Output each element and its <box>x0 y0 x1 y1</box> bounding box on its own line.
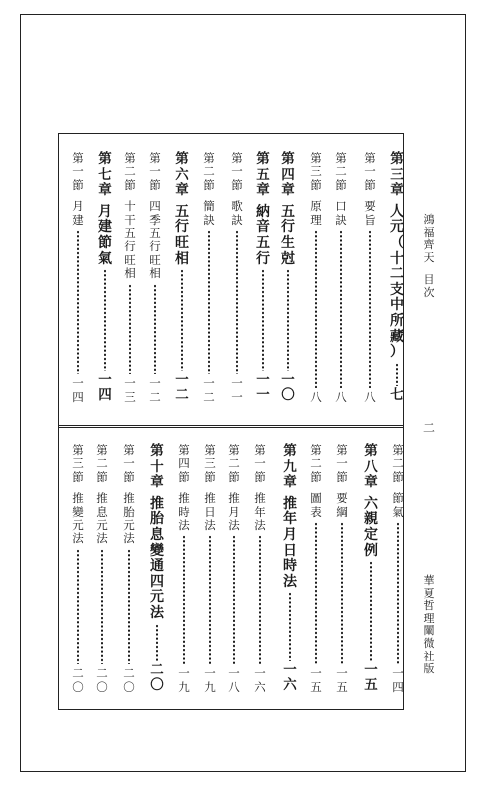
toc-entry-page: 八 <box>335 389 347 404</box>
toc-entry-title: 原 理 <box>310 199 322 227</box>
toc-entry-section <box>94 444 110 694</box>
toc-entry-title: 推 息 元 法 <box>96 491 108 546</box>
toc-entry-label: 第 四 節 <box>178 443 190 484</box>
toc-entry-label: 第 二 節 <box>96 443 108 484</box>
toc-entry-label: 第 四 章 <box>281 151 295 199</box>
dot-leader <box>236 230 238 374</box>
dot-leader <box>183 535 185 664</box>
toc-entry-label: 第 三 節 <box>310 151 322 192</box>
dot-leader <box>181 269 183 371</box>
toc-entry-section <box>176 444 192 694</box>
toc-entry-title: 月 建 節 氣 <box>98 203 112 267</box>
toc-entry-section <box>147 152 163 404</box>
toc-entry-title: 推 日 法 <box>204 491 216 533</box>
toc-entry-page: 二 〇 <box>96 666 108 694</box>
dot-leader <box>209 535 211 664</box>
dot-leader <box>77 549 79 664</box>
toc-entry-chapter <box>173 152 191 404</box>
toc-entry-chapter <box>281 444 299 694</box>
toc-entry-page: 一 四 <box>98 371 112 404</box>
running-header <box>422 214 436 300</box>
toc-entry-page: 一 五 <box>310 666 322 694</box>
page-number: 二 <box>423 421 436 435</box>
dot-leader <box>129 284 131 375</box>
toc-entry-title: 納 音 五 行 <box>256 203 270 267</box>
toc-entry-section <box>252 444 268 694</box>
dot-leader <box>369 230 371 388</box>
dot-leader <box>341 522 343 664</box>
toc-entry-label: 第 一 節 <box>364 151 376 192</box>
toc-entry-title: 口 訣 <box>335 199 347 227</box>
toc-entry-label: 第 一 節 <box>123 443 135 484</box>
toc-entry-title: 推 變 元 法 <box>72 491 84 546</box>
toc-entry-page: 一 五 <box>336 666 348 694</box>
toc-entry-title: 節 氣 <box>392 491 404 519</box>
toc-entry-section <box>390 444 406 694</box>
toc-entry-title: 推 胎 息 變 通 四 元 法 <box>150 495 164 621</box>
toc-entry-page: 一 六 <box>254 666 266 694</box>
dot-leader <box>340 230 342 388</box>
fold-divider <box>58 425 404 428</box>
toc-entry-page: 二 〇 <box>72 666 84 694</box>
dot-leader <box>397 522 399 664</box>
toc-entry-title: 要 綱 <box>336 491 348 519</box>
toc-entry-section <box>229 152 245 404</box>
dot-leader <box>315 522 317 664</box>
toc-entry-label: 第 二 節 <box>310 443 322 484</box>
dot-leader <box>104 269 106 371</box>
toc-entry-label: 第 一 節 <box>336 443 348 484</box>
toc-entry-label: 第 一 節 <box>72 151 84 192</box>
section-name: 目 次 <box>423 273 435 299</box>
toc-entry-title: 人 元 （ 十 二 支 中 所 藏 ） <box>390 203 404 361</box>
toc-entry-title: 推 時 法 <box>178 491 190 533</box>
publisher-imprint: 華 夏 哲 理 闡 微 社 版 <box>423 574 435 676</box>
toc-entry-section <box>226 444 242 694</box>
dot-leader <box>289 592 291 660</box>
dot-leader <box>370 561 372 661</box>
toc-entry-page: 二 〇 <box>123 666 135 694</box>
toc-entry-label: 第 十 章 <box>150 443 164 491</box>
toc-entry-label: 第 三 章 <box>390 151 404 199</box>
toc-entry-chapter <box>254 152 272 404</box>
toc-entry-chapter <box>279 152 297 404</box>
toc-entry-section <box>202 444 218 694</box>
toc-entry-label: 第 七 章 <box>98 151 112 199</box>
toc-entry-label: 第 二 節 <box>392 443 404 484</box>
dot-leader <box>262 269 264 371</box>
toc-entry-page: 二 〇 <box>150 661 164 694</box>
toc-entry-title: 五 行 旺 相 <box>175 203 189 267</box>
book-title: 鴻 福 齊 天 <box>423 213 435 264</box>
toc-entry-title: 四 季 五 行 旺 相 <box>149 199 161 281</box>
dot-leader <box>287 269 289 371</box>
toc-entry-label: 第 六 章 <box>175 151 189 199</box>
toc-entry-label: 第 五 章 <box>256 151 270 199</box>
toc-entry-label: 第 三 節 <box>72 443 84 484</box>
toc-entry-section <box>70 152 86 404</box>
toc-entry-section <box>334 444 350 694</box>
toc-entry-title: 推 年 法 <box>254 491 266 533</box>
toc-entry-page: 一 一 <box>231 376 243 404</box>
toc-entry-page: 八 <box>310 389 322 404</box>
toc-entry-label: 第 九 章 <box>283 443 297 491</box>
toc-entry-chapter <box>148 444 166 694</box>
toc-entry-page: 一 二 <box>149 376 161 404</box>
toc-entry-page: 一 六 <box>283 661 297 694</box>
toc-entry-label: 第 二 節 <box>228 443 240 484</box>
toc-entry-chapter <box>362 444 380 694</box>
toc-entry-page: 八 <box>364 389 376 404</box>
dot-leader <box>154 284 156 375</box>
toc-entry-section <box>122 152 138 404</box>
toc-entry-title: 五 行 生 尅 <box>281 203 295 267</box>
dot-leader <box>259 535 261 664</box>
toc-entry-label: 第 二 節 <box>335 151 347 192</box>
toc-entry-label: 第 三 節 <box>204 443 216 484</box>
dot-leader <box>101 549 103 664</box>
toc-entry-label: 第 二 節 <box>124 151 136 192</box>
toc-entry-page: 一 五 <box>364 661 378 694</box>
toc-entry-section <box>201 152 217 404</box>
toc-entry-page: 一 〇 <box>281 371 295 404</box>
toc-entry-page: 一 九 <box>178 666 190 694</box>
dot-leader <box>315 230 317 388</box>
toc-entry-section <box>362 152 378 404</box>
toc-entry-page: 一 四 <box>392 666 404 694</box>
dot-leader <box>233 535 235 664</box>
toc-entry-title: 圖 表 <box>310 491 322 519</box>
toc-entry-page: 一 一 <box>256 371 270 404</box>
toc-entry-title: 六 親 定 例 <box>364 495 378 559</box>
toc-entry-title: 推 胎 元 法 <box>123 491 135 546</box>
toc-entry-title: 簡 訣 <box>203 199 215 227</box>
toc-entry-chapter <box>388 152 406 404</box>
toc-entry-page: 一 四 <box>72 376 84 404</box>
toc-entry-title: 推 月 法 <box>228 491 240 533</box>
dot-leader <box>128 549 130 664</box>
toc-entry-page: 一 九 <box>204 666 216 694</box>
toc-entry-title: 歌 訣 <box>231 199 243 227</box>
toc-entry-title: 要 旨 <box>364 199 376 227</box>
toc-entry-label: 第 一 節 <box>231 151 243 192</box>
toc-entry-title: 十 干 五 行 旺 相 <box>124 199 136 281</box>
toc-entry-page: 一 二 <box>175 371 189 404</box>
toc-entry-section <box>308 444 324 694</box>
toc-entry-page: 一 二 <box>203 376 215 404</box>
toc-entry-section <box>121 444 137 694</box>
toc-entry-chapter <box>96 152 114 404</box>
toc-entry-label: 第 八 章 <box>364 443 378 491</box>
toc-entry-section <box>308 152 324 404</box>
toc-entry-page: 一 三 <box>124 376 136 404</box>
toc-entry-page: 七 <box>390 387 404 404</box>
toc-entry-label: 第 一 節 <box>254 443 266 484</box>
dot-leader <box>156 624 158 661</box>
dot-leader <box>396 363 398 387</box>
toc-entry-page: 一 八 <box>228 666 240 694</box>
toc-entry-label: 第 二 節 <box>203 151 215 192</box>
toc-entry-section <box>70 444 86 694</box>
dot-leader <box>208 230 210 374</box>
toc-entry-title: 推 年 月 日 時 法 <box>283 495 297 590</box>
toc-entry-title: 月 建 <box>72 199 84 227</box>
toc-entry-label: 第 一 節 <box>149 151 161 192</box>
toc-entry-section <box>333 152 349 404</box>
dot-leader <box>77 230 79 374</box>
